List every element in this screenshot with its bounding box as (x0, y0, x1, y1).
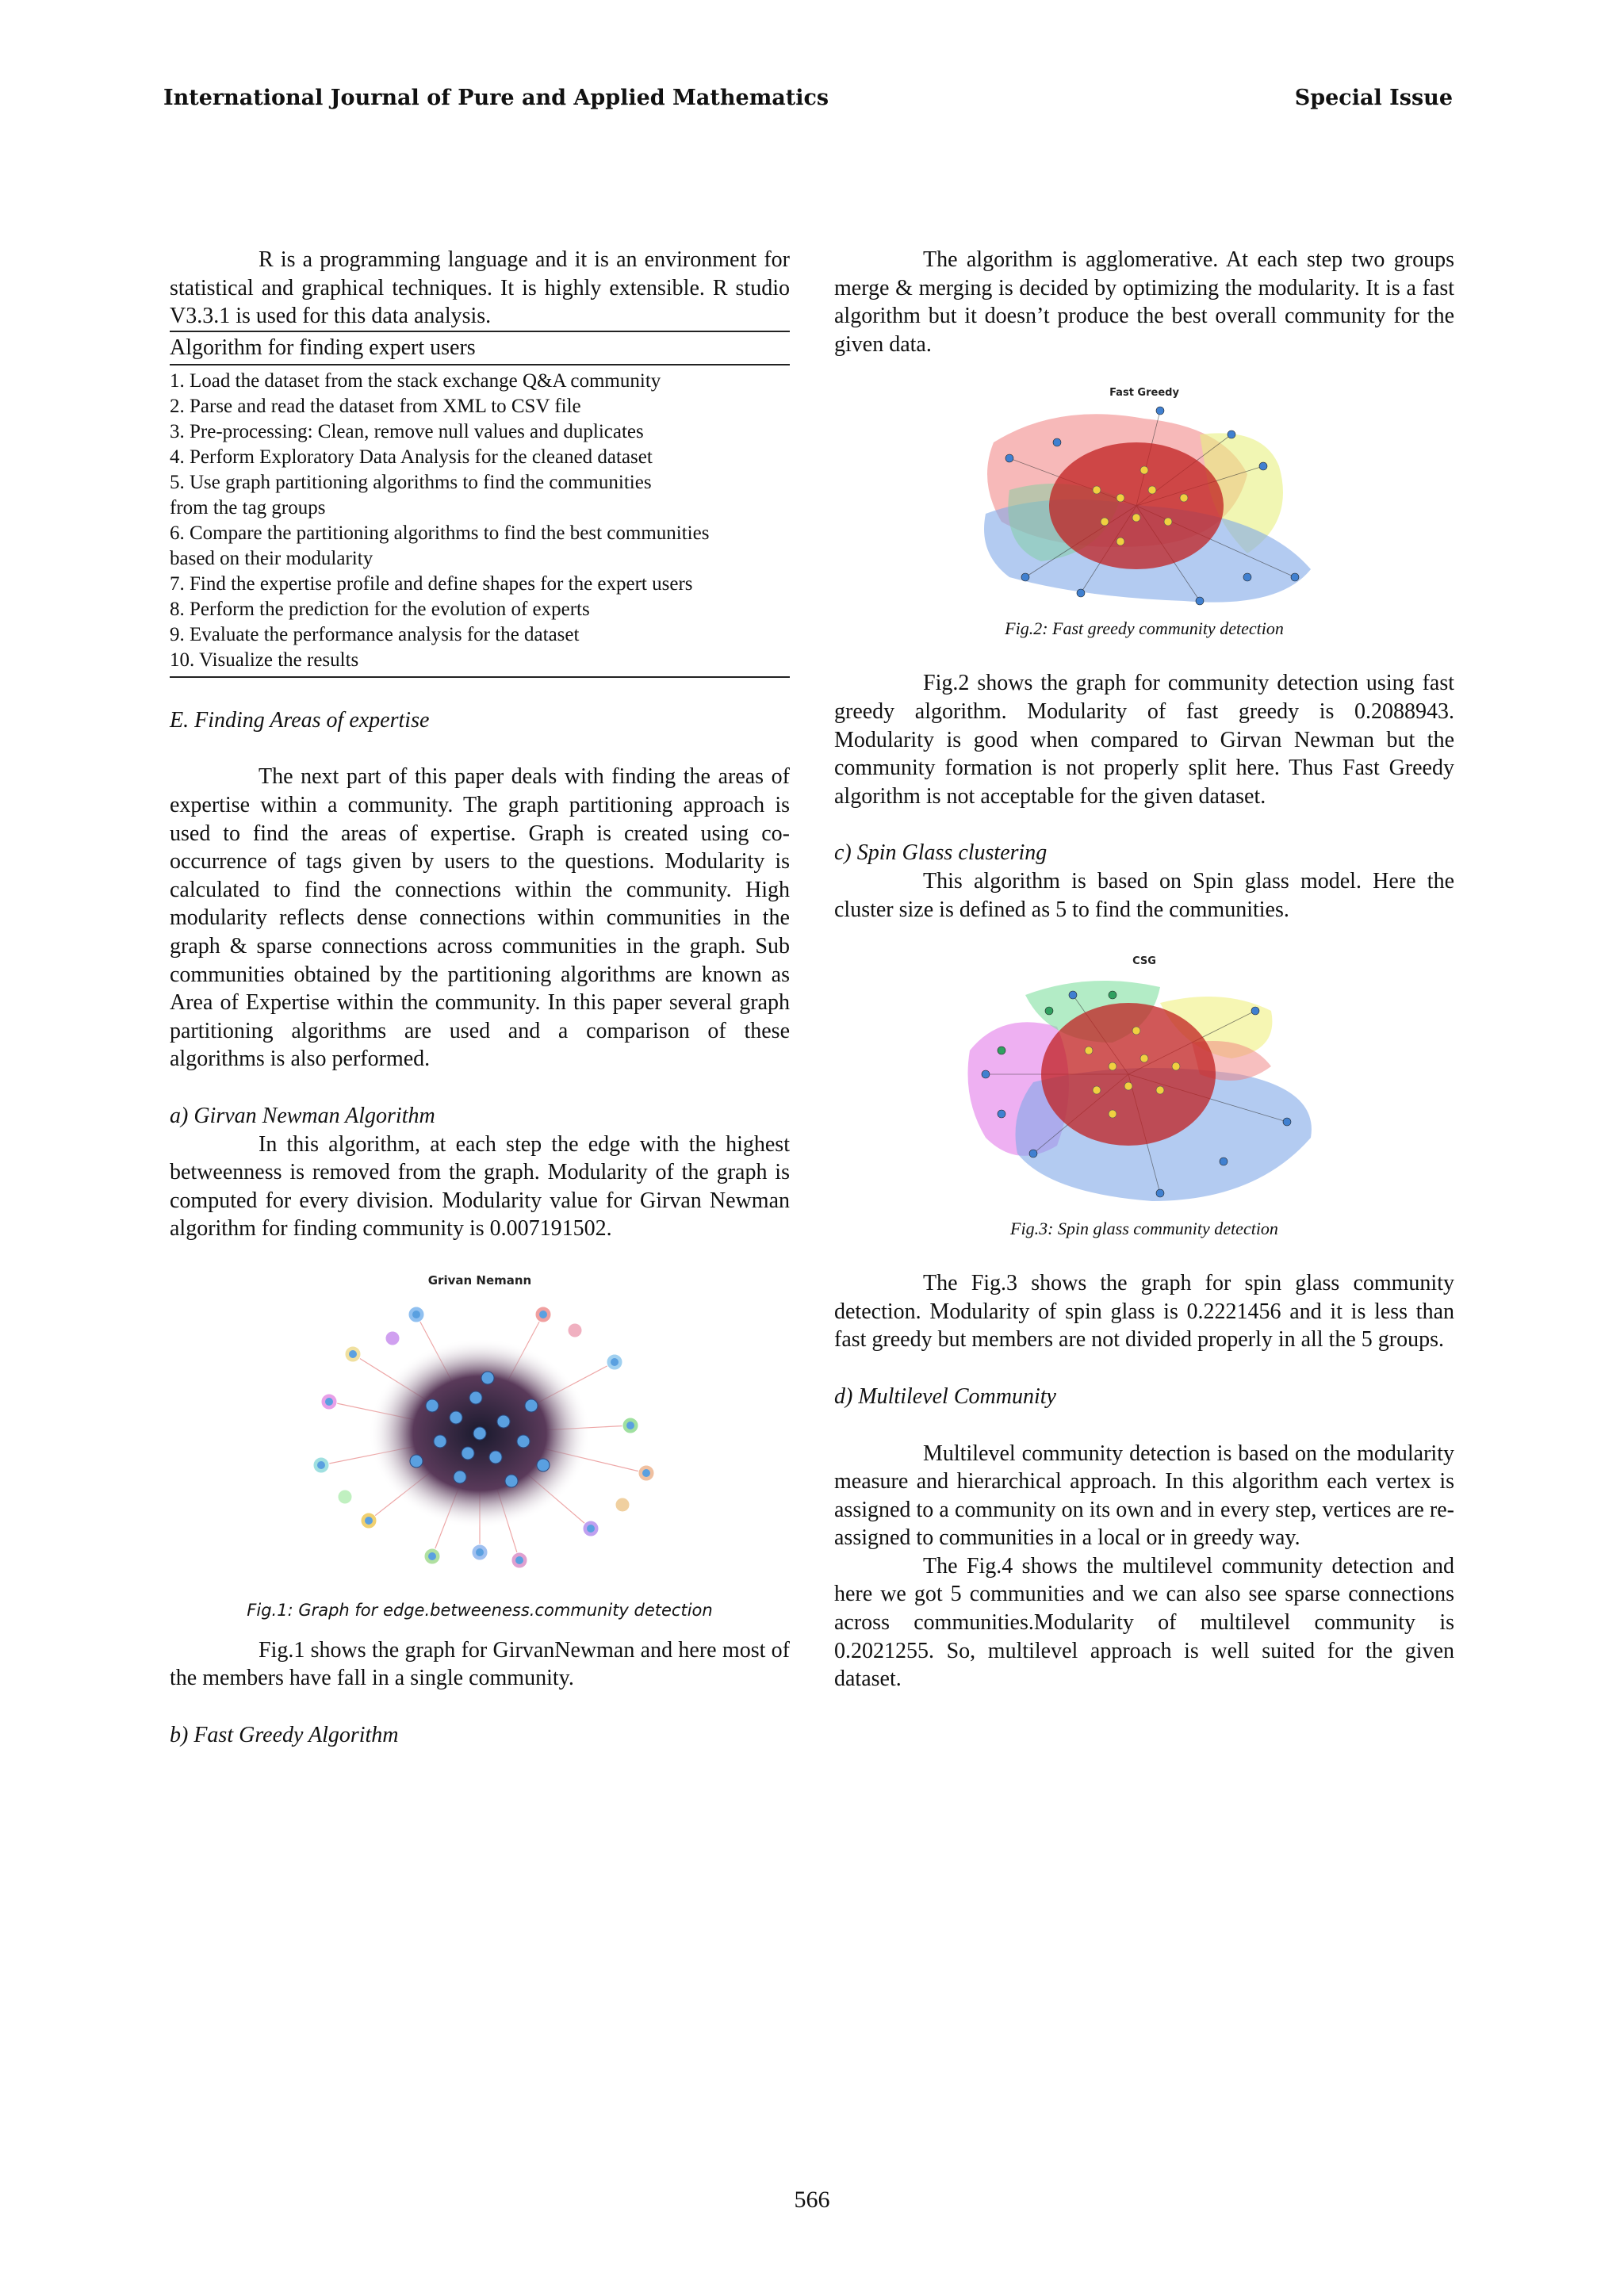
page-number: 566 (794, 2187, 830, 2213)
section-c-paragraph: This algorithm is based on Spin glass model. Here the cluster size is defined as 5 to find the communities. (834, 868, 1454, 922)
figure-3 (954, 947, 1335, 1217)
figure-1-label: Grivan Nemann (427, 1272, 532, 1288)
algorithm-step: 4. Perform Exploratory Data Analysis for the cleaned dataset (170, 446, 653, 468)
algorithm-title: Algorithm for finding expert users (170, 332, 790, 365)
figure-2-paragraph: Fig.2 shows the graph for community detection using fast greedy algorithm. Modularity of fast greedy is 0.2088943. Modularity is good when compared to Girvan Newman but the community formation is not properly split here. Thus Fast Greedy algorithm is not acceptable for the given dataset. (834, 671, 1454, 809)
algorithm-step: 9. Evaluate the performance analysis for the dataset (170, 623, 580, 645)
algorithm-step: 3. Pre-processing: Clean, remove null values and duplicates (170, 420, 644, 442)
algorithm-steps (170, 365, 790, 676)
section-b-paragraph: The algorithm is agglomerative. At each step two groups merge & merging is decided by optimizing the modularity. It is a fast algorithm but it doesn’t produce the best overall community for the given data. (834, 247, 1454, 357)
figure-1-caption-prefix: Fig.1: (247, 1600, 299, 1620)
algorithm-step: 7. Find the expertise profile and define shapes for the expert users (170, 572, 693, 595)
left-column (170, 246, 790, 1750)
figure-1-graph-image (274, 1283, 686, 1584)
section-d-paragraph-2: The Fig.4 shows the multilevel community detection and here we got 5 communities and we can also see sparse connections across communities.Modularity of multilevel community is 0.2021255. So, multilevel approach is well suited for the given dataset. (834, 1553, 1454, 1692)
figure-3-graph-image (954, 963, 1335, 1217)
figure-2 (962, 379, 1327, 617)
figure-2-label: Fast Greedy (1109, 387, 1179, 400)
section-b-heading: b) Fast Greedy Algorithm (170, 1723, 399, 1748)
figure-1 (274, 1267, 686, 1584)
algorithm-step: 10. Visualize the results (170, 649, 359, 671)
figure-3-caption: Fig.3: Spin glass community detection (1010, 1219, 1278, 1239)
intro-paragraph: R is a programming language and it is an environment for statistical and graphical techniques. It is highly extensible. R studio V3.3.1 is used for this data analysis. (170, 247, 790, 329)
figure-2-graph-image (962, 395, 1327, 617)
section-a-heading: a) Girvan Newman Algorithm (170, 1103, 435, 1128)
algorithm-step: from the tag groups (170, 496, 326, 519)
section-e-heading: E. Finding Areas of expertise (170, 707, 430, 733)
right-column (834, 246, 1454, 1693)
algorithm-step: based on their modularity (170, 547, 373, 569)
section-c-heading: c) Spin Glass clustering (834, 840, 1048, 866)
algorithm-step: 6. Compare the partitioning algorithms to find the best communities (170, 522, 710, 544)
figure-1-paragraph: Fig.1 shows the graph for GirvanNewman and here most of the members have fall in a single community. (170, 1637, 790, 1691)
algorithm-step: 2. Parse and read the dataset from XML to CSV file (170, 395, 581, 417)
figure-2-caption: Fig.2: Fast greedy community detection (1005, 618, 1284, 639)
section-d-paragraph-1: Multilevel community detection is based on the modularity measure and hierarchical approach. In this algorithm each vertex is assigned to a community on its own and in every step, vertices are re-assigned to communities in a local or in greedy way. (834, 1441, 1454, 1551)
algorithm-step: 8. Perform the prediction for the evolution of experts (170, 598, 590, 620)
algorithm-box (170, 331, 790, 678)
figure-1-caption (170, 1598, 790, 1622)
section-a-paragraph: In this algorithm, at each step the edge with the highest betweenness is removed from the graph. Modularity of the graph is computed for every division. Modularity value for Girvan Newman algorithm for finding community is 0.007191502. (170, 1131, 790, 1242)
algorithm-step: 5. Use graph partitioning algorithms to find the communities (170, 471, 652, 493)
section-e-paragraph: The next part of this paper deals with finding the areas of expertise within a community. The graph partitioning approach is used to find the areas of expertise. Graph is created using co-occurrence of tags given by users to the questions. Modularity is calculated to find the connections within the community. High modularity reflects dense connections within communities in the graph & sparse connections across communities in the graph. Sub communities obtained by the partitioning algorithms are known as Area of Expertise within the community. In this paper several graph partitioning algorithms are used and a comparison of these algorithms is also performed. (170, 764, 790, 1072)
algorithm-step: 1. Load the dataset from the stack exchange Q&A community (170, 369, 661, 392)
figure-3-label: CSG (1132, 955, 1156, 968)
section-d-heading: d) Multilevel Community (834, 1383, 1056, 1409)
issue-label: Special Issue (1294, 86, 1453, 110)
figure-1-caption-text: Graph for edge.betweeness.community detection (298, 1600, 713, 1620)
journal-name: International Journal of Pure and Applied Mathematics (163, 86, 829, 110)
running-header (163, 86, 1453, 117)
figure-3-paragraph: The Fig.3 shows the graph for spin glass community detection. Modularity of spin glass is 0.2221456 and it is less than fast greedy but members are not divided properly in all the 5 groups. (834, 1271, 1454, 1353)
